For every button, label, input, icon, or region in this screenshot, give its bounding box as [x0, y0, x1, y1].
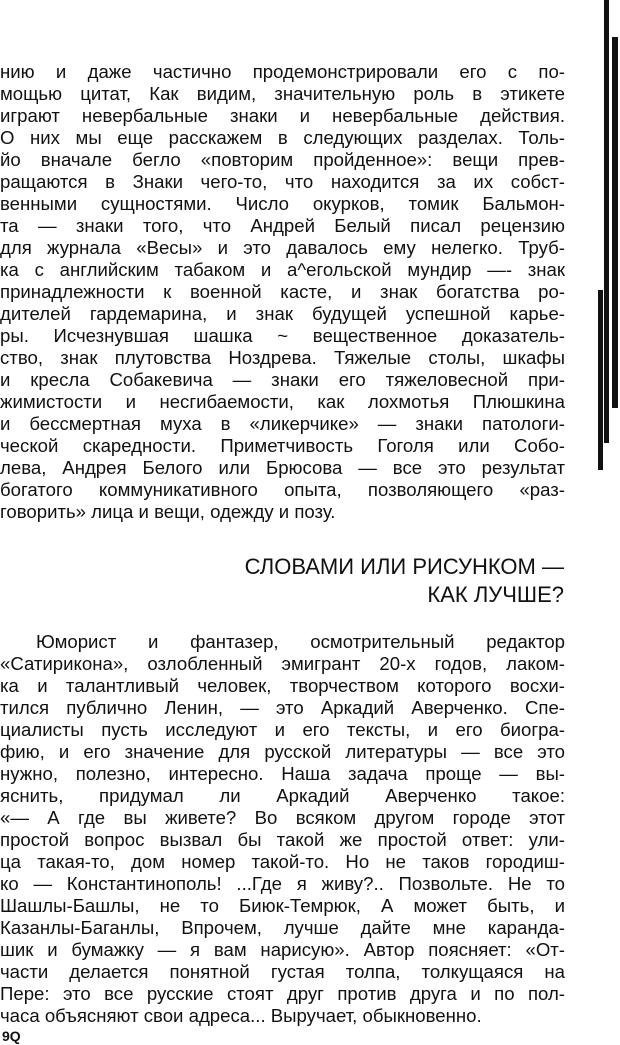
text-line: ка с английским табаком и а^егольской мундир —- знак: [0, 259, 565, 280]
margin-bar-inner: [612, 37, 618, 408]
margin-bar-short: [598, 290, 603, 470]
text-line: О них мы еще расскажем в следующих разделах. Толь-: [0, 127, 565, 148]
text-line: та — знаки того, что Андрей Белый писал рецензию: [0, 215, 565, 236]
text-line: циалисты пусть исследуют и его тексты, и его биогра-: [0, 719, 565, 740]
text-line: части делается понятной густая толпа, толкущаяся на: [0, 961, 565, 982]
text-line: ращаются в Знаки чего-то, что находится за их собст-: [0, 171, 565, 192]
paragraph-averchenko: [0, 631, 565, 1027]
text-line: нию и даже частично продемонстрировали его с по-: [0, 61, 565, 82]
text-line: ко — Константинополь! ...Где я живу?.. Позвольте. Не то: [0, 873, 565, 894]
text-line: венными сущностями. Число окурков, томик Бальмон-: [0, 193, 565, 214]
text-line: Пере: это все русские стоят друг против друга и по пол-: [0, 983, 565, 1004]
text-line: шик и бумажку — я вам нарисую». Автор поясняет: «От-: [0, 939, 565, 960]
text-line: и кресла Собакевича — знаки его тяжеловесной при-: [0, 369, 565, 390]
text-line: ры. Исчезнувшая шашка ~ вещественное доказатель-: [0, 325, 565, 346]
text-line: ка и талантливый человек, творчеством которого восхи-: [0, 675, 565, 696]
text-line: простой вопрос вызвал бы такой же простой ответ: ули-: [0, 829, 565, 850]
paragraph-etiquette-signs: [0, 61, 565, 523]
text-line: «Сатирикона», озлобленный эмигрант 20-х годов, лаком-: [0, 653, 565, 674]
section-heading-line-2: КАК ЛУЧШЕ?: [427, 582, 564, 607]
text-line: Шашлы-Башлы, не то Биюк-Темрюк, А может быть, и: [0, 895, 565, 916]
text-line: «— А где вы живете? Во всяком другом городе этот: [0, 807, 565, 828]
text-line: ство, знак плутовства Ноздрева. Тяжелые столы, шкафы: [0, 347, 565, 368]
text-line: говорить» лица и вещи, одежду и позу.: [0, 501, 336, 522]
section-heading-line-1: СЛОВАМИ ИЛИ РИСУНКОМ —: [244, 554, 564, 579]
text-line: играют невербальные знаки и невербальные действия.: [0, 105, 565, 126]
text-line: тился публично Ленин, — это Аркадий Аверченко. Спе-: [0, 697, 565, 718]
margin-bar-outer: [604, 0, 609, 443]
text-line: часа объясняют свои адреса... Выручает, обыкновенно.: [0, 1005, 482, 1026]
text-line: фию, и его значение для русской литературы — все это: [0, 741, 565, 762]
text-line: лева, Андрея Белого или Брюсова — все это результат: [0, 457, 565, 478]
text-line: йо вначале бегло «повторим пройденное»: вещи прев-: [0, 149, 565, 170]
text-line: жимистости и несгибаемости, как лохмотья Плюшкина: [0, 391, 565, 412]
text-line: Юморист и фантазер, осмотрительный редактор: [36, 631, 565, 652]
text-line: богатого коммуникативного опыта, позволяющего «раз-: [0, 479, 565, 500]
text-line: ца такая-то, дом номер такой-то. Но не таков городиш-: [0, 851, 565, 872]
text-line: для журнала «Весы» и это давалось ему нелегко. Труб-: [0, 237, 565, 258]
page-number: 9Q: [2, 1028, 21, 1044]
text-line: принадлежности к военной касте, и знак богатства ро-: [0, 281, 565, 302]
text-line: дителей гардемарина, и знак будущей успешной карье-: [0, 303, 565, 324]
text-line: и бессмертная муха в «ликерчике» — знаки патологи-: [0, 413, 565, 434]
text-line: мощью цитат, Как видим, значительную роль в этикете: [0, 83, 565, 104]
section-heading: [245, 553, 564, 609]
text-line: яснить, придумал ли Аркадий Аверченко такое:: [0, 785, 565, 806]
text-line: Казанлы-Баганлы, Впрочем, лучше дайте мне каранда-: [0, 917, 565, 938]
text-line: нужно, полезно, интересно. Наша задача проще — вы-: [0, 763, 565, 784]
text-line: ческой скаредности. Приметчивость Гоголя или Собо-: [0, 435, 565, 456]
